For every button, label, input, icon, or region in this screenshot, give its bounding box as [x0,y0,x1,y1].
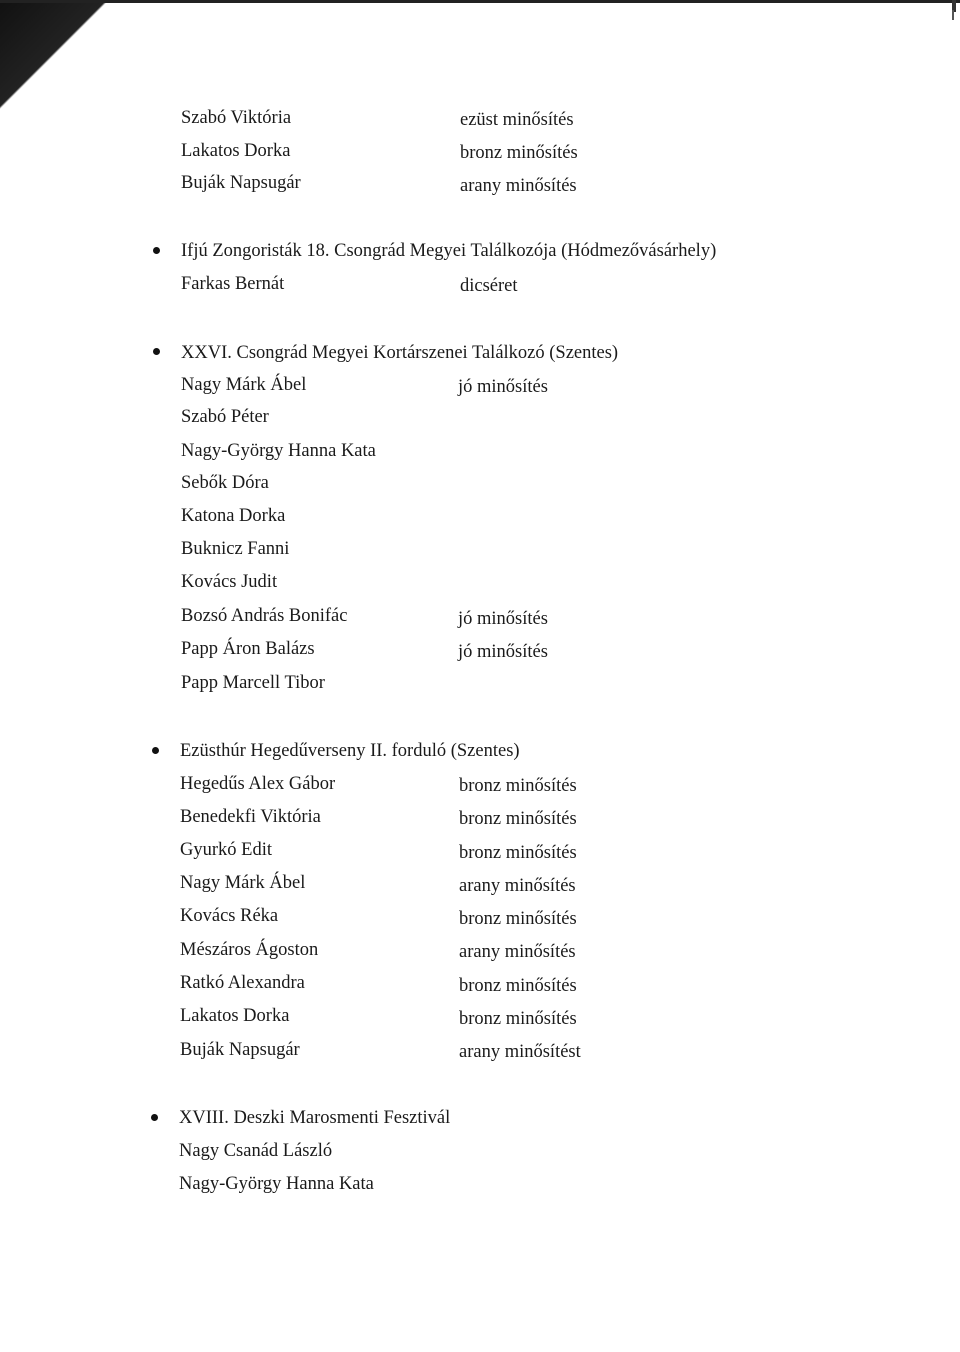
entry-result: arany minősítés [459,942,576,962]
entry-name: Kovács Judit [181,572,278,592]
entry-result: bronz minősítés [459,909,577,929]
section-title: XVIII. Deszki Marosmenti Fesztivál [179,1108,451,1128]
entry-name: Kovács Réka [180,906,279,926]
bullet-icon [153,348,160,355]
entry-result: arany minősítés [459,876,576,896]
section-title: Ezüsthúr Hegedűverseny II. forduló (Szentes) [180,741,520,761]
entry-result: bronz minősítés [459,843,577,863]
entry-name: Buják Napsugár [181,173,301,193]
entry-name: Nagy-György Hanna Kata [179,1174,374,1194]
entry-name: Buknicz Fanni [181,539,290,559]
entry-name: Nagy Márk Ábel [181,375,307,395]
scan-top-edge [0,0,960,3]
entry-name: Ratkó Alexandra [180,973,305,993]
entry-result: bronz minősítés [459,809,577,829]
entry-name: Benedekfi Viktória [180,807,321,827]
section-title: XXVI. Csongrád Megyei Kortárszenei Találkozó (Szentes) [181,343,619,363]
entry-name: Bozsó András Bonifác [181,606,348,626]
entry-name: Nagy Csanád László [179,1141,333,1161]
entry-name: Szabó Viktória [181,108,292,128]
entry-result: bronz minősítés [459,776,577,796]
entry-name: Sebők Dóra [181,473,269,493]
entry-name: Hegedűs Alex Gábor [180,774,336,794]
bullet-icon [151,1114,158,1121]
entry-result: arany minősítést [459,1042,581,1062]
entry-name: Katona Dorka [181,506,286,526]
entry-result: dicséret [460,276,518,296]
scan-corner-shadow [0,0,140,140]
entry-name: Szabó Péter [181,407,269,427]
entry-result: arany minősítés [460,176,577,196]
entry-result: bronz minősítés [459,976,577,996]
entry-name: Nagy Márk Ábel [180,873,306,893]
entry-result: bronz minősítés [460,143,578,163]
entry-result: jó minősítés [458,377,548,397]
section-title: Ifjú Zongoristák 18. Csongrád Megyei Találkozója (Hódmezővásárhely) [181,241,717,261]
entry-name: Gyurkó Edit [180,840,272,860]
scan-edge-mark [952,10,954,20]
entry-result: jó minősítés [458,642,548,662]
entry-name: Lakatos Dorka [180,1006,290,1026]
entry-result: ezüst minősítés [460,110,574,130]
entry-result: bronz minősítés [459,1009,577,1029]
entry-name: Nagy-György Hanna Kata [181,441,376,461]
entry-result: jó minősítés [458,609,548,629]
entry-name: Papp Marcell Tibor [181,673,325,693]
entry-name: Buják Napsugár [180,1040,300,1060]
bullet-icon [152,747,159,754]
entry-name: Farkas Bernát [181,274,285,294]
entry-name: Lakatos Dorka [181,141,291,161]
bullet-icon [153,247,160,254]
entry-name: Mészáros Ágoston [180,940,319,960]
entry-name: Papp Áron Balázs [181,639,315,659]
